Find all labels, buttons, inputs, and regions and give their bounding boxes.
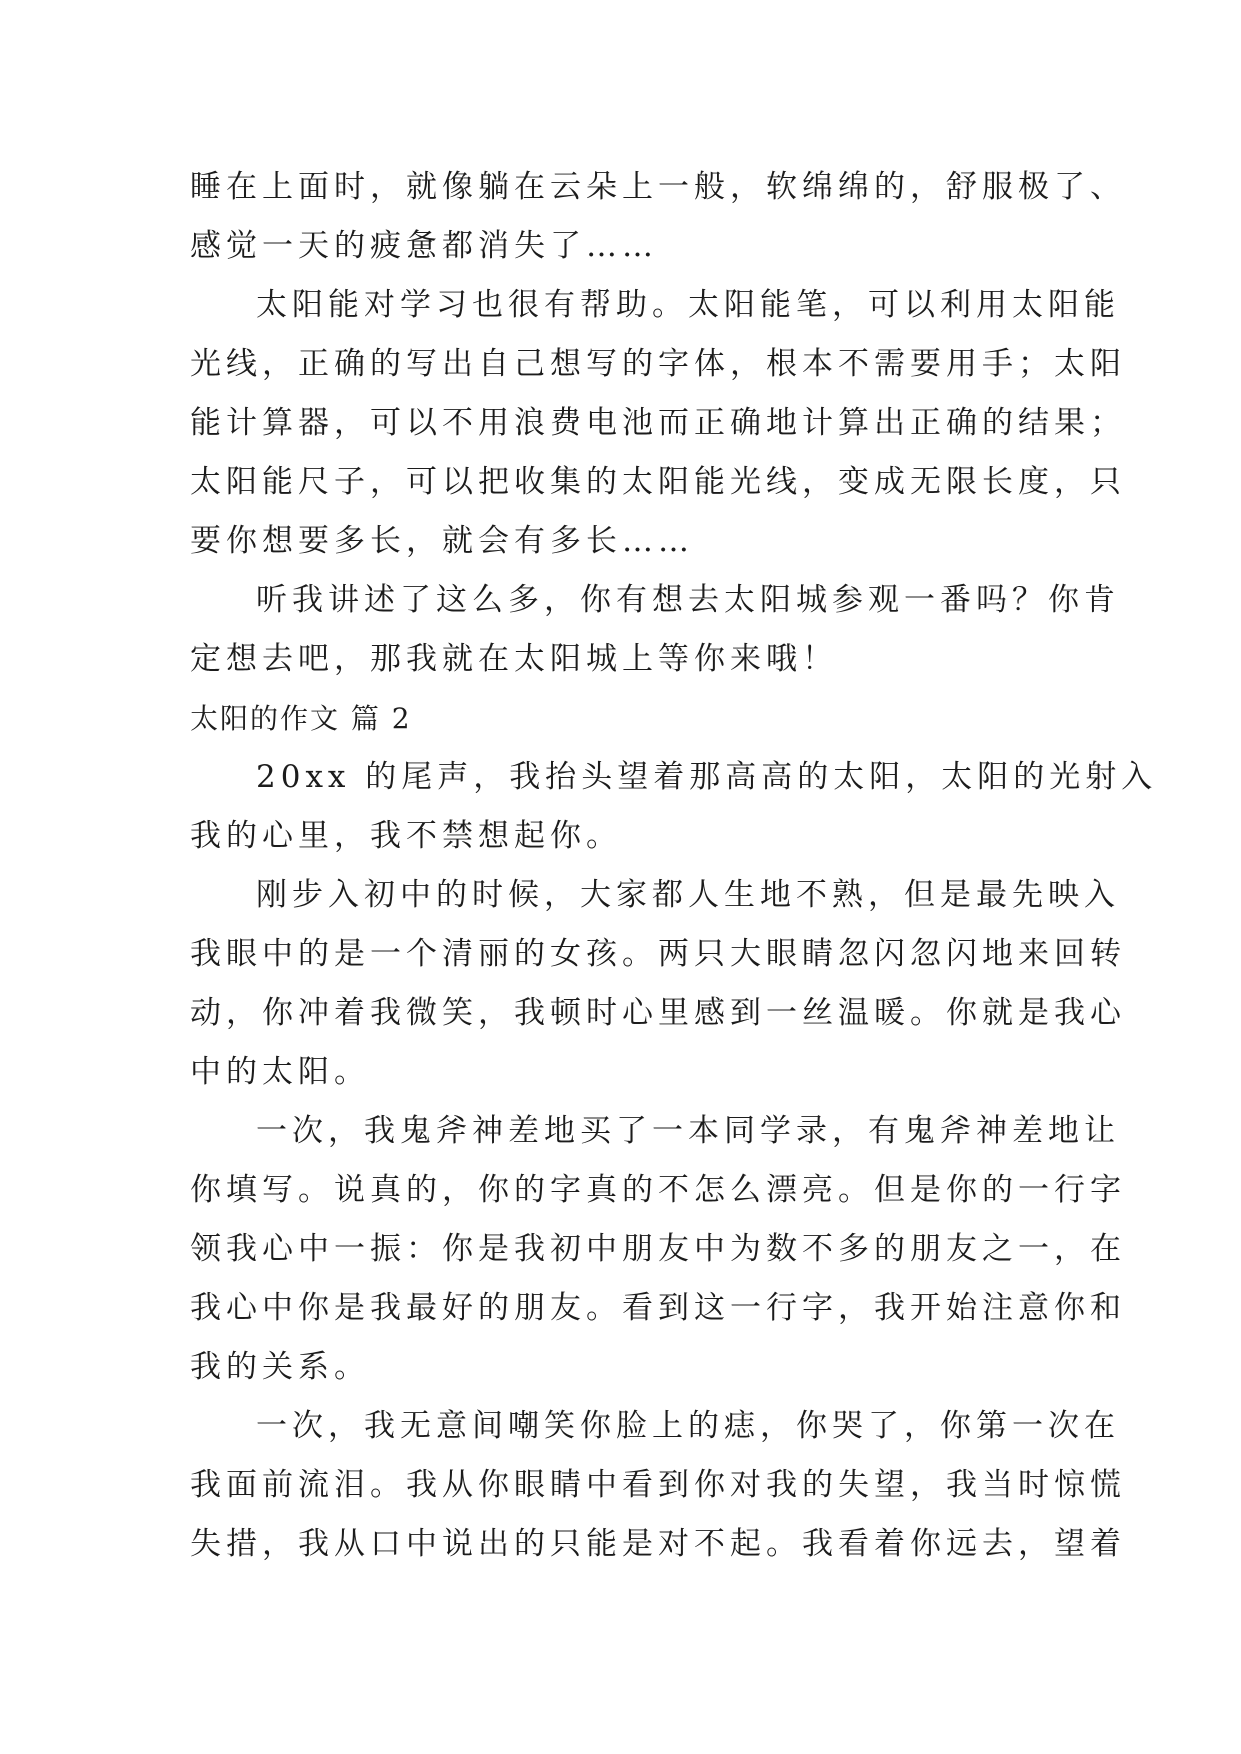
text-line: 领我心中一振：你是我初中朋友中为数不多的朋友之一，在 <box>190 1231 1126 1267</box>
section-heading: 太阳的作文 篇 2 <box>190 702 412 735</box>
text-line: 我心中你是我最好的朋友。看到这一行字，我开始注意你和 <box>190 1290 1126 1326</box>
text-line: 光线，正确的写出自己想写的字体，根本不需要用手；太阳 <box>190 346 1126 382</box>
text-line: 失措，我从口中说出的只能是对不起。我看着你远去，望着 <box>190 1526 1126 1562</box>
text-line: 睡在上面时，就像躺在云朵上一般，软绵绵的，舒服极了、 <box>190 169 1126 205</box>
text-line: 你填写。说真的，你的字真的不怎么漂亮。但是你的一行字 <box>190 1172 1126 1208</box>
text-line: 中的太阳。 <box>190 1054 370 1090</box>
text-line: 能计算器，可以不用浪费电池而正确地计算出正确的结果； <box>190 405 1126 441</box>
paragraph-start-line: 刚步入初中的时候，大家都人生地不熟，但是最先映入 <box>256 877 1120 913</box>
text-line: 我眼中的是一个清丽的女孩。两只大眼睛忽闪忽闪地来回转 <box>190 936 1126 972</box>
paragraph-start-line: 20xx 的尾声，我抬头望着那高高的太阳，太阳的光射入 <box>256 759 1158 795</box>
text-line: 我面前流泪。我从你眼睛中看到你对我的失望，我当时惊慌 <box>190 1467 1126 1503</box>
document-body <box>190 158 1158 1574</box>
text-line: 动，你冲着我微笑，我顿时心里感到一丝温暖。你就是我心 <box>190 995 1126 1031</box>
text-line: 我的关系。 <box>190 1349 370 1385</box>
paragraph-start-line: 听我讲述了这么多，你有想去太阳城参观一番吗？你肯 <box>256 582 1120 618</box>
paragraph-start-line: 一次，我鬼斧神差地买了一本同学录，有鬼斧神差地让 <box>256 1113 1120 1149</box>
text-line: 感觉一天的疲惫都消失了…… <box>190 228 658 264</box>
text-line: 我的心里，我不禁想起你。 <box>190 818 622 854</box>
text-line: 太阳能尺子，可以把收集的太阳能光线，变成无限长度，只 <box>190 464 1126 500</box>
paragraph-start-line: 一次，我无意间嘲笑你脸上的痣，你哭了，你第一次在 <box>256 1408 1120 1444</box>
text-line: 定想去吧，那我就在太阳城上等你来哦！ <box>190 641 838 677</box>
text-line: 要你想要多长，就会有多长…… <box>190 523 694 559</box>
paragraph-start-line: 太阳能对学习也很有帮助。太阳能笔，可以利用太阳能 <box>256 287 1120 323</box>
